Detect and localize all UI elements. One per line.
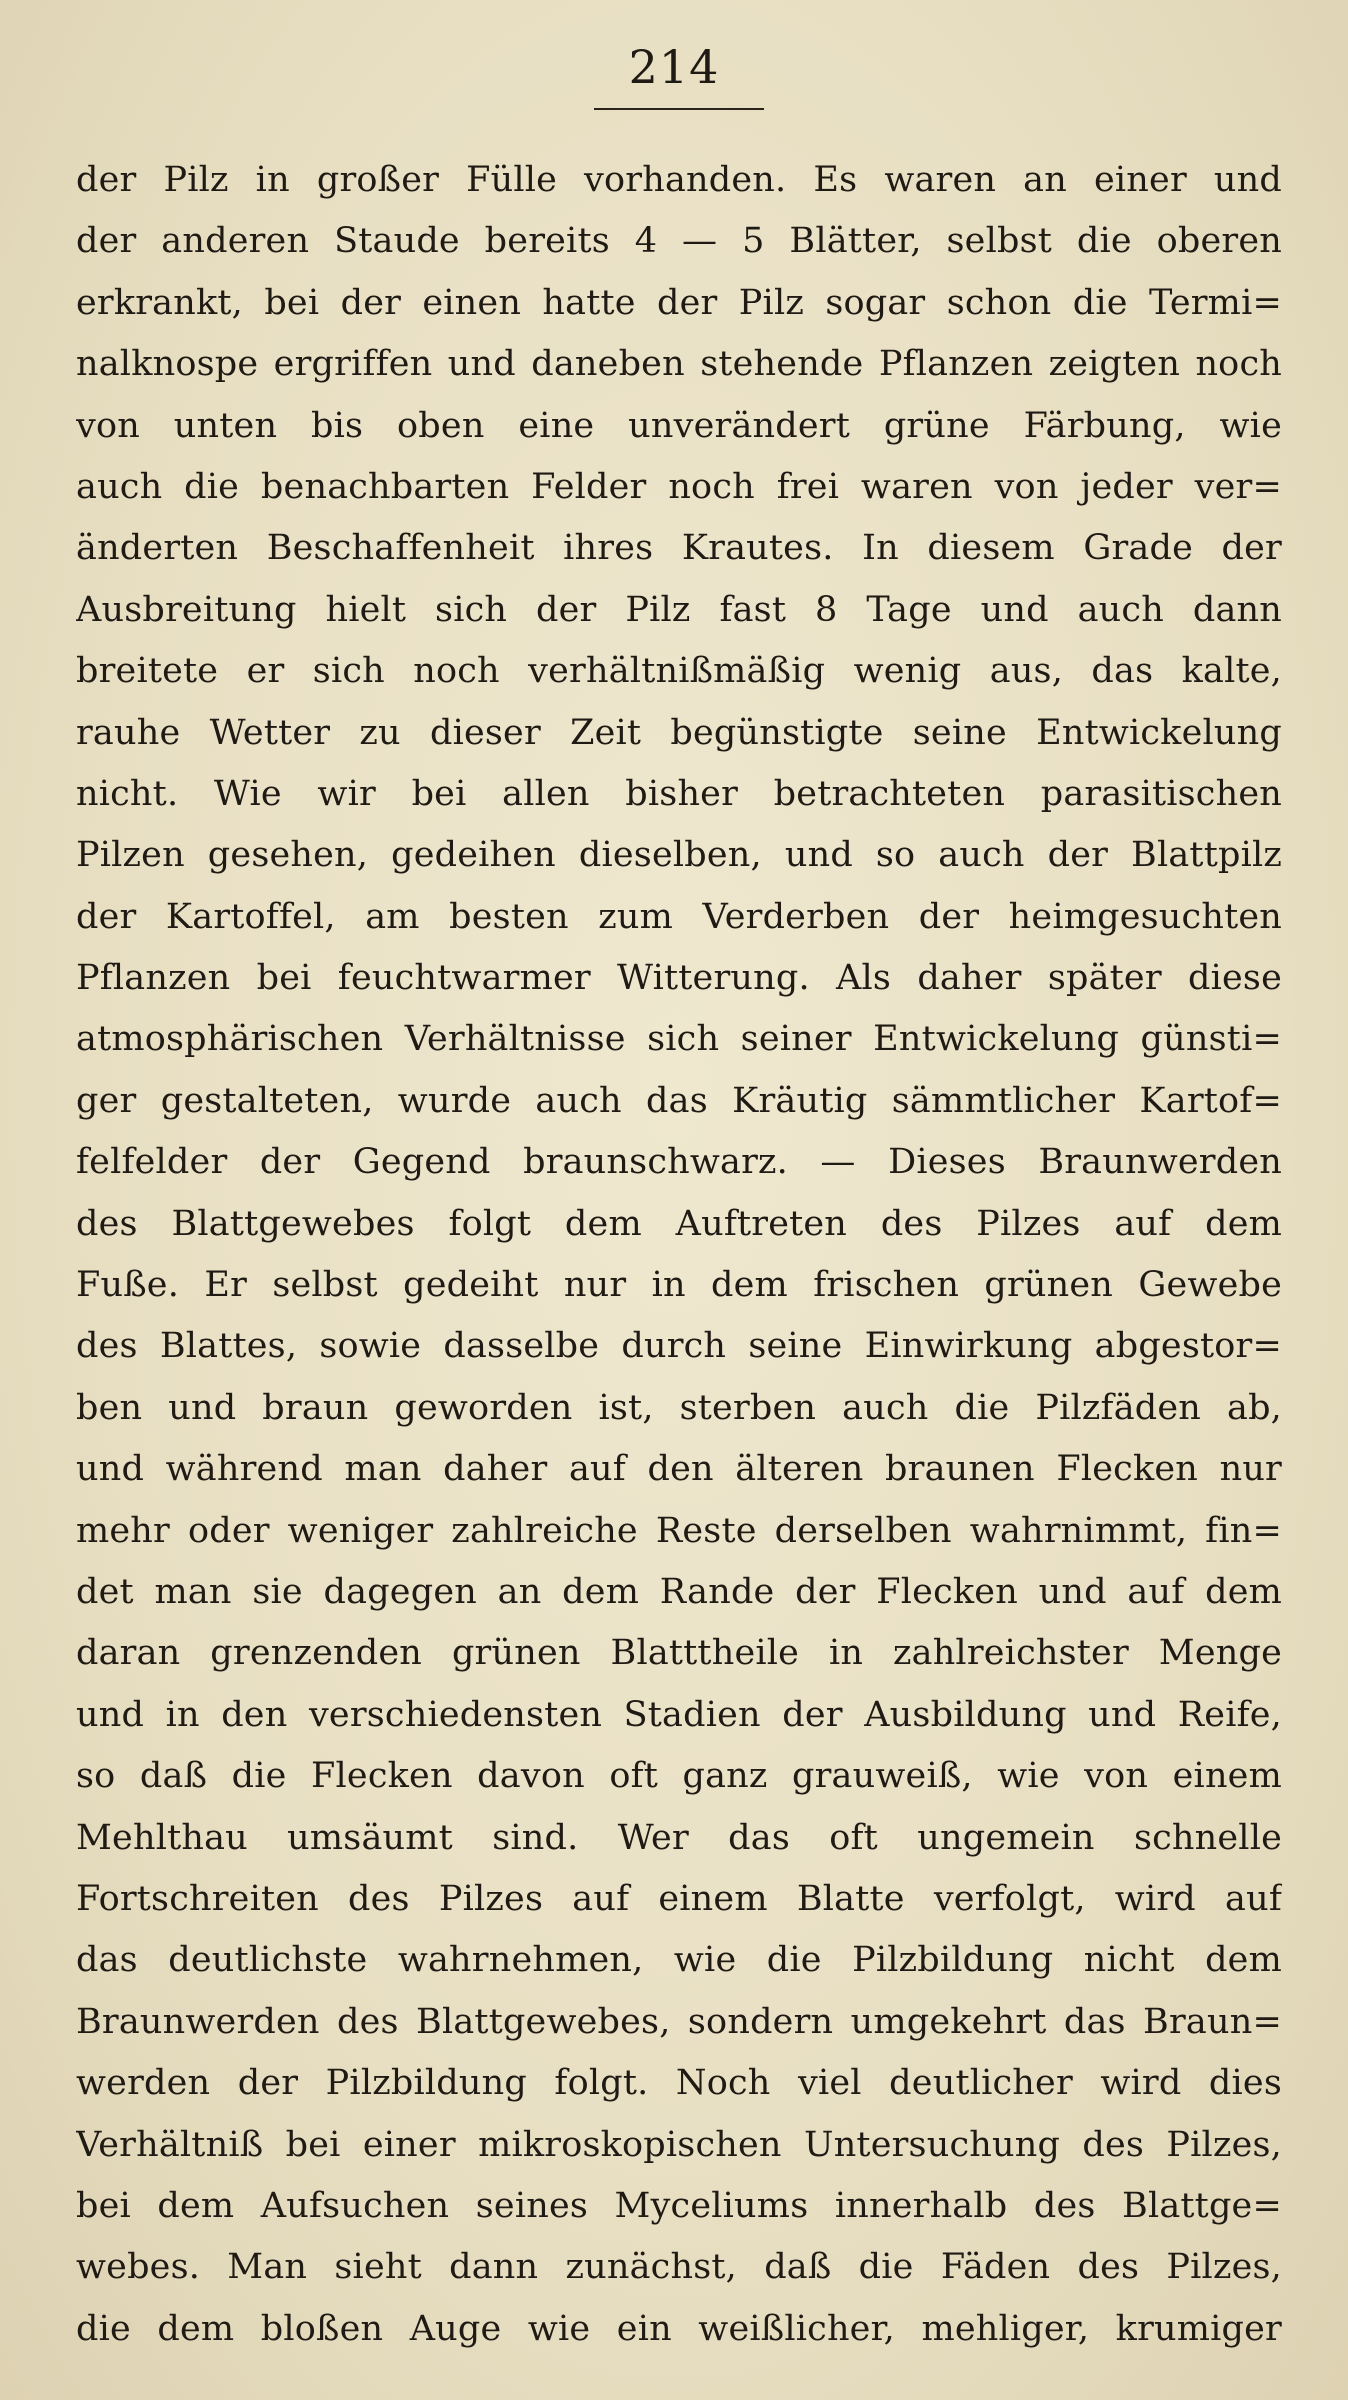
text-line: Fortschreiten des Pilzes auf einem Blatte verfolgt, wird auf: [76, 1878, 1282, 1919]
text-line: Pflanzen bei feuchtwarmer Witterung. Als daher später diese: [76, 958, 1282, 999]
text-line: rauhe Wetter zu dieser Zeit begünstigte seine Entwickelung: [76, 712, 1282, 753]
text-line: änderten Beschaffenheit ihres Krautes. In diesem Grade der: [76, 528, 1282, 569]
text-line: der Kartoffel, am besten zum Verderben der heimgesuchten: [76, 896, 1282, 937]
text-line: auch die benachbarten Felder noch frei waren von jeder ver=: [76, 466, 1282, 507]
text-line: felfelder der Gegend braunschwarz. — Dieses Braunwerden: [76, 1142, 1282, 1183]
text-line: und während man daher auf den älteren braunen Flecken nur: [76, 1449, 1282, 1490]
text-line: der Pilz in großer Fülle vorhanden. Es waren an einer und: [76, 160, 1282, 200]
body-text: [76, 150, 1282, 2360]
text-line: das deutlichste wahrnehmen, wie die Pilzbildung nicht dem: [76, 1940, 1282, 1981]
text-line: atmosphärischen Verhältnisse sich seiner Entwickelung günsti=: [76, 1019, 1282, 1060]
text-line: des Blattgewebes folgt dem Auftreten des Pilzes auf dem: [76, 1203, 1282, 1244]
text-line: ben und braun geworden ist, sterben auch die Pilzfäden ab,: [76, 1387, 1282, 1428]
text-line: breitete er sich noch verhältnißmäßig wenig aus, das kalte,: [76, 651, 1282, 692]
text-line: Mehlthau umsäumt sind. Wer das oft ungemein schnelle: [76, 1817, 1282, 1858]
text-line: webes. Man sieht dann zunächst, daß die Fäden des Pilzes,: [76, 2247, 1282, 2288]
text-line: det man sie dagegen an dem Rande der Flecken und auf dem: [76, 1571, 1282, 1612]
text-line: werden der Pilzbildung folgt. Noch viel deutlicher wird dies: [76, 2063, 1282, 2104]
text-line: ger gestalteten, wurde auch das Kräutig sämmtlicher Kartof=: [76, 1080, 1282, 1121]
header-rule: [594, 108, 764, 110]
text-line: daran grenzenden grünen Blatttheile in zahlreichster Menge: [76, 1633, 1282, 1674]
text-line: Ausbreitung hielt sich der Pilz fast 8 Tage und auch dann: [76, 589, 1282, 630]
text-line: mehr oder weniger zahlreiche Reste derselben wahrnimmt, fin=: [76, 1510, 1282, 1551]
text-line: der anderen Staude bereits 4 — 5 Blätter, selbst die oberen: [76, 221, 1282, 262]
text-line: Pilzen gesehen, gedeihen dieselben, und so auch der Blattpilz: [76, 835, 1282, 876]
text-line: Verhältniß bei einer mikroskopischen Untersuchung des Pilzes,: [76, 2124, 1282, 2165]
text-line: Braunwerden des Blattgewebes, sondern umgekehrt das Braun=: [76, 2001, 1282, 2042]
text-line: des Blattes, sowie dasselbe durch seine Einwirkung abgestor=: [76, 1326, 1282, 1367]
text-line: nalknospe ergriffen und daneben stehende Pflanzen zeigten noch: [76, 344, 1282, 385]
text-line: und in den verschiedensten Stadien der Ausbildung und Reife,: [76, 1694, 1282, 1735]
text-line: die dem bloßen Auge wie ein weißlicher, mehliger, krumiger: [76, 2308, 1282, 2349]
text-line: nicht. Wie wir bei allen bisher betrachteten parasitischen: [76, 773, 1282, 814]
text-line: von unten bis oben eine unverändert grüne Färbung, wie: [76, 405, 1282, 446]
text-line: erkrankt, bei der einen hatte der Pilz sogar schon die Termi=: [76, 282, 1282, 323]
text-line: bei dem Aufsuchen seines Myceliums innerhalb des Blattge=: [76, 2185, 1282, 2226]
text-line: Fuße. Er selbst gedeiht nur in dem frischen grünen Gewebe: [76, 1265, 1282, 1306]
page-number: 214: [628, 40, 720, 94]
text-line: so daß die Flecken davon oft ganz grauweiß, wie von einem: [76, 1756, 1282, 1797]
